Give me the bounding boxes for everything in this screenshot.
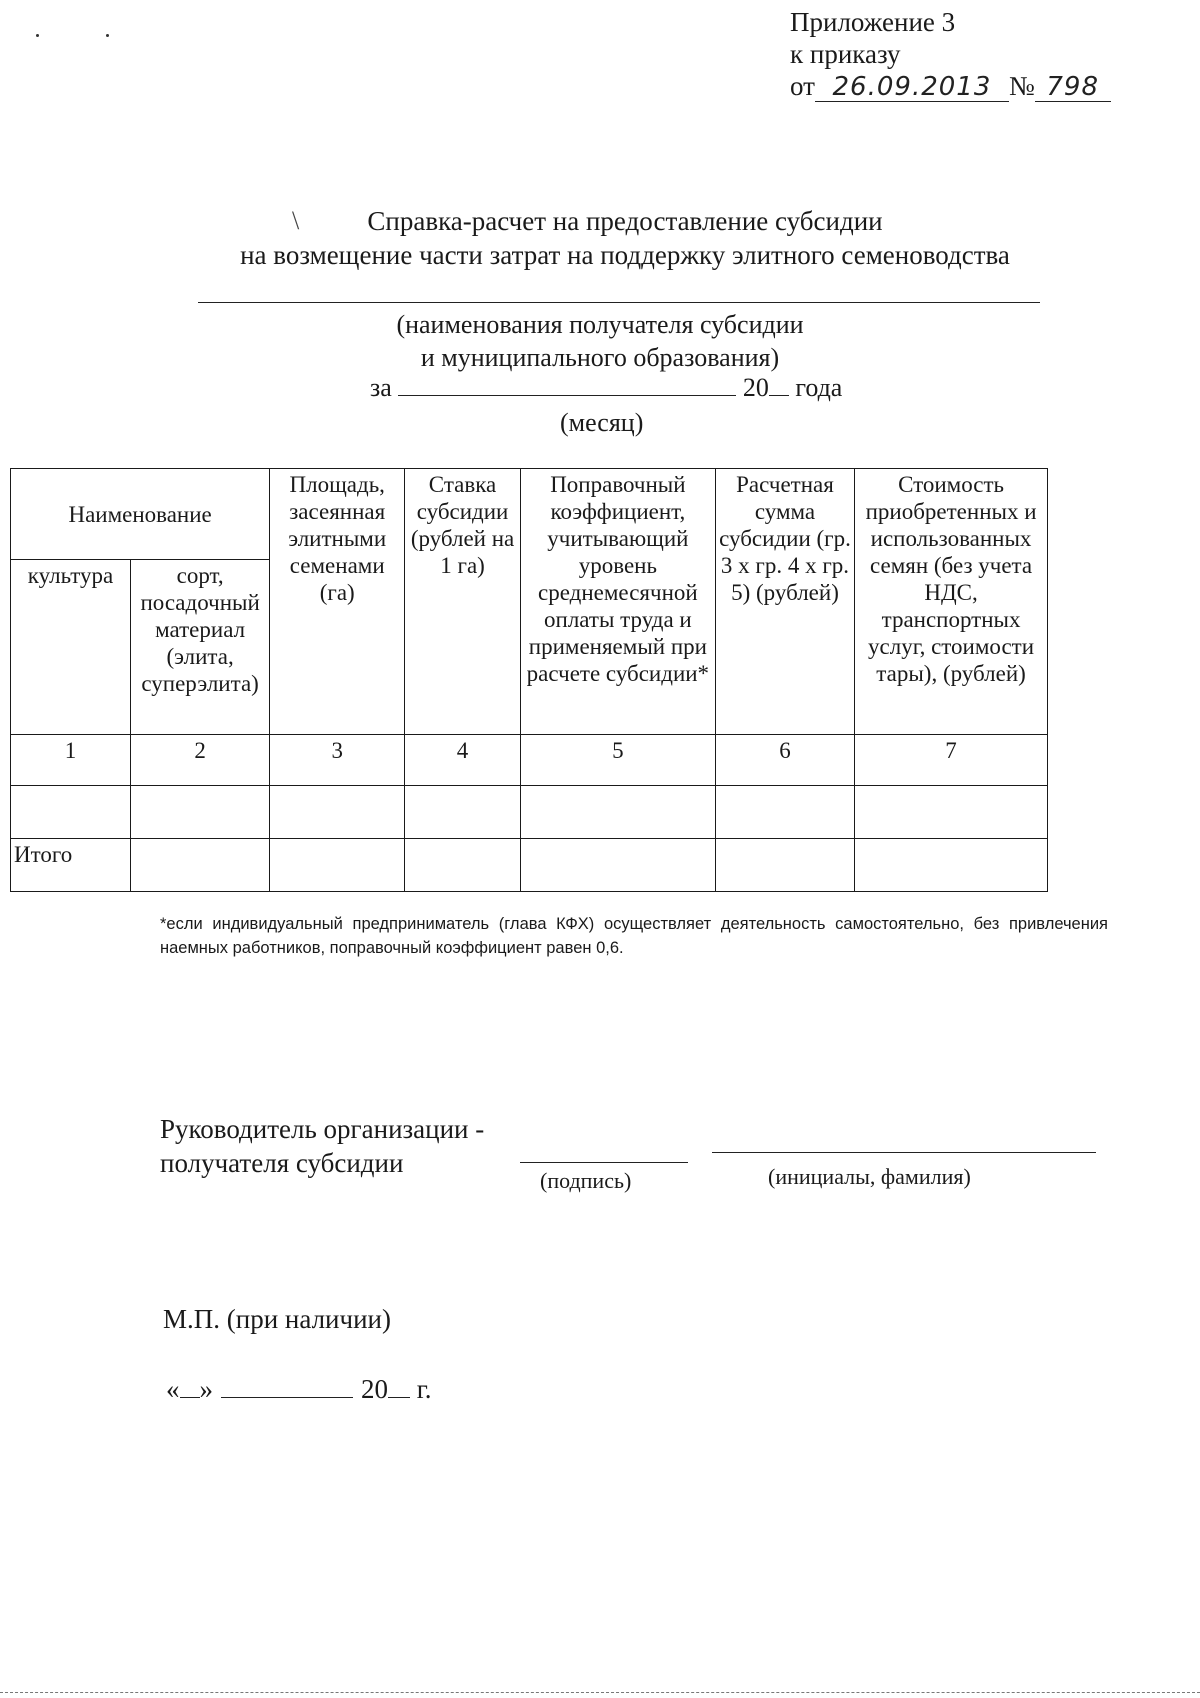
period-prefix: за: [370, 373, 392, 402]
order-from-prefix: от: [790, 71, 815, 101]
appendix-header: [790, 6, 1111, 102]
table-cell[interactable]: [270, 839, 405, 892]
table-cell[interactable]: [715, 786, 854, 839]
date-suffix: г.: [416, 1374, 432, 1404]
scan-speck: [106, 34, 109, 37]
year-blank-footer: [388, 1377, 410, 1398]
header-area: Площадь, засеянная элитными семенами (га): [270, 469, 405, 735]
stamp-place-label: М.П. (при наличии): [163, 1304, 391, 1334]
table-cell[interactable]: [855, 839, 1048, 892]
scan-speck: [36, 34, 39, 37]
header-variety: сорт, посадочный материал (элита, суперэлита): [130, 560, 269, 735]
table-cell[interactable]: [270, 786, 405, 839]
table-cell[interactable]: [130, 786, 269, 839]
header-culture: культура: [11, 560, 131, 735]
margin-mark: \: [292, 206, 300, 235]
recipient-blank-line: [198, 302, 1040, 303]
head-label-line-1: Руководитель организации -: [160, 1114, 485, 1144]
date-close-quote: »: [199, 1374, 213, 1404]
header-rate: Ставка субсидии (рублей на 1 га): [405, 469, 521, 735]
order-number-handwritten: 798: [1035, 73, 1111, 102]
head-label-line-2: получателя субсидии: [160, 1148, 404, 1178]
header-coefficient: Поправочный коэффициент, учитывающий уровень среднемесячной оплаты труда и применяемый при расчете субсидии*: [520, 469, 715, 735]
column-number: 3: [270, 735, 405, 786]
header-name-group: Наименование: [11, 469, 270, 560]
order-date-handwritten: 26.09.2013: [815, 73, 1009, 102]
month-blank: [398, 373, 736, 396]
month-caption: (месяц): [560, 408, 644, 437]
date-open-quote: «: [166, 1374, 180, 1404]
appendix-line-2: к приказу: [790, 39, 901, 69]
table-row-empty: [11, 786, 1048, 839]
scan-edge: [0, 1692, 1200, 1693]
order-number-sign: №: [1008, 71, 1035, 101]
recipient-caption-line-1: (наименования получателя субсидии: [396, 310, 804, 339]
column-number: 5: [520, 735, 715, 786]
table-cell[interactable]: [405, 839, 521, 892]
recipient-caption: [300, 308, 900, 374]
month-blank-footer: [221, 1377, 353, 1398]
table-cell[interactable]: [11, 786, 131, 839]
period-year-prefix: 20: [742, 373, 769, 402]
column-number: 4: [405, 735, 521, 786]
header-seed-cost: Стоимость приобретенных и использованных семян (без учета НДС, транспортных услуг, стоимости тары), (рублей): [855, 469, 1048, 735]
period-line: [370, 372, 842, 404]
column-number: 2: [130, 735, 269, 786]
year-blank: [769, 373, 789, 396]
date-year-prefix: 20: [361, 1374, 388, 1404]
subsidy-calculation-table: [10, 468, 1048, 892]
table-cell[interactable]: [130, 839, 269, 892]
total-label: Итого: [11, 839, 131, 892]
column-number: 7: [855, 735, 1048, 786]
date-footer: [166, 1374, 432, 1405]
order-reference: [790, 70, 1111, 102]
table-cell[interactable]: [715, 839, 854, 892]
day-blank: [180, 1377, 200, 1398]
table-cell[interactable]: [520, 839, 715, 892]
name-blank-line: [712, 1152, 1096, 1153]
head-of-organization-label: [160, 1112, 484, 1180]
footnote: *если индивидуальный предприниматель (глава КФХ) осуществляет деятельность самостоятельно, без привлечения наемных работников, поправочный коэффициент равен 0,6.: [160, 915, 1108, 957]
recipient-caption-line-2: и муниципального образования): [420, 343, 780, 372]
column-number: 1: [11, 735, 131, 786]
column-number: 6: [715, 735, 854, 786]
table-cell[interactable]: [855, 786, 1048, 839]
table-cell[interactable]: [405, 786, 521, 839]
signature-caption: (подпись): [540, 1168, 632, 1193]
header-calculated-sum: Расчетная сумма субсидии (гр. 3 х гр. 4 х гр. 5) (рублей): [715, 469, 854, 735]
signature-blank-line: [520, 1162, 688, 1163]
name-caption: (инициалы, фамилия): [768, 1164, 971, 1189]
table-row-total: [11, 839, 1048, 892]
period-suffix: года: [795, 373, 843, 402]
document-title: [200, 204, 1050, 272]
title-line-1: Справка-расчет на предоставление субсидии: [367, 206, 883, 236]
appendix-line-1: Приложение 3: [790, 7, 956, 37]
title-line-2: на возмещение части затрат на поддержку элитного семеноводства: [240, 240, 1010, 270]
table-cell[interactable]: [520, 786, 715, 839]
